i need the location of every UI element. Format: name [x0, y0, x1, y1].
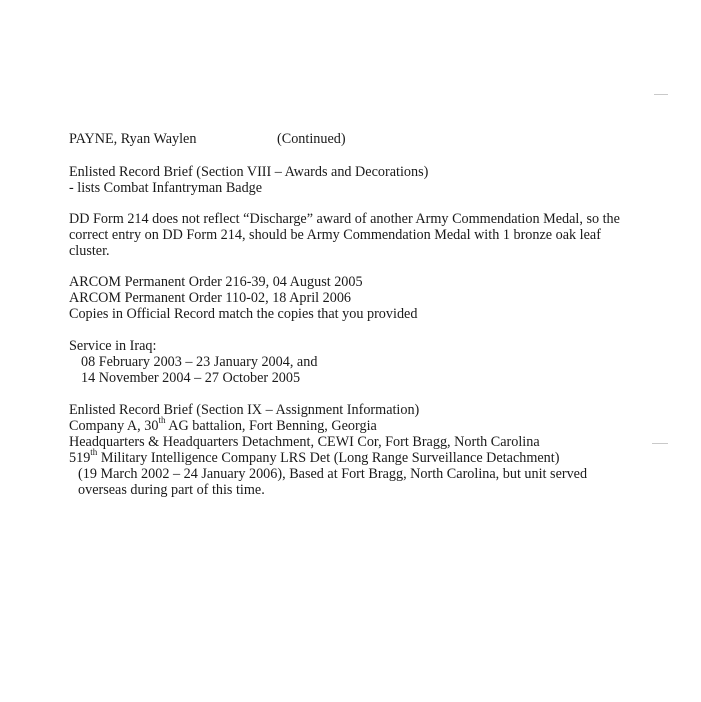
record-name: PAYNE, Ryan Waylen — [69, 131, 197, 147]
awards-section-title: Enlisted Record Brief (Section VIII – Awards and Decorations) — [69, 164, 429, 180]
continued-label: (Continued) — [277, 131, 346, 147]
dd214-paragraph-line: DD Form 214 does not reflect “Discharge” award of another Army Commendation Medal, so the — [69, 211, 620, 227]
assignment-line: overseas during part of this time. — [78, 482, 265, 498]
assignment-section-title: Enlisted Record Brief (Section IX – Assignment Information) — [69, 402, 420, 418]
arcom-order: ARCOM Permanent Order 216-39, 04 August 2005 — [69, 274, 363, 290]
scan-mark — [652, 443, 668, 444]
dd214-paragraph-line: cluster. — [69, 243, 110, 259]
dd214-paragraph-line: correct entry on DD Form 214, should be Army Commendation Medal with 1 bronze oak leaf — [69, 227, 601, 243]
awards-item: - lists Combat Infantryman Badge — [69, 180, 263, 196]
assignment-line: Headquarters & Headquarters Detachment, CEWI Cor, Fort Bragg, North Carolina — [69, 434, 540, 450]
iraq-service-title: Service in Iraq: — [69, 338, 157, 354]
iraq-service-period: 08 February 2003 – 23 January 2004, and — [81, 354, 318, 370]
assignment-line: 519th Military Intelligence Company LRS Det (Long Range Surveillance Detachment) — [69, 447, 560, 466]
arcom-note: Copies in Official Record match the copies that you provided — [69, 306, 418, 322]
assignment-line: Company A, 30th AG battalion, Fort Benning, Georgia — [69, 415, 377, 434]
arcom-order: ARCOM Permanent Order 110-02, 18 April 2006 — [69, 290, 352, 306]
iraq-service-period: 14 November 2004 – 27 October 2005 — [81, 370, 301, 386]
scan-mark — [654, 94, 668, 95]
assignment-line: (19 March 2002 – 24 January 2006), Based at Fort Bragg, North Carolina, but unit served — [78, 466, 588, 482]
